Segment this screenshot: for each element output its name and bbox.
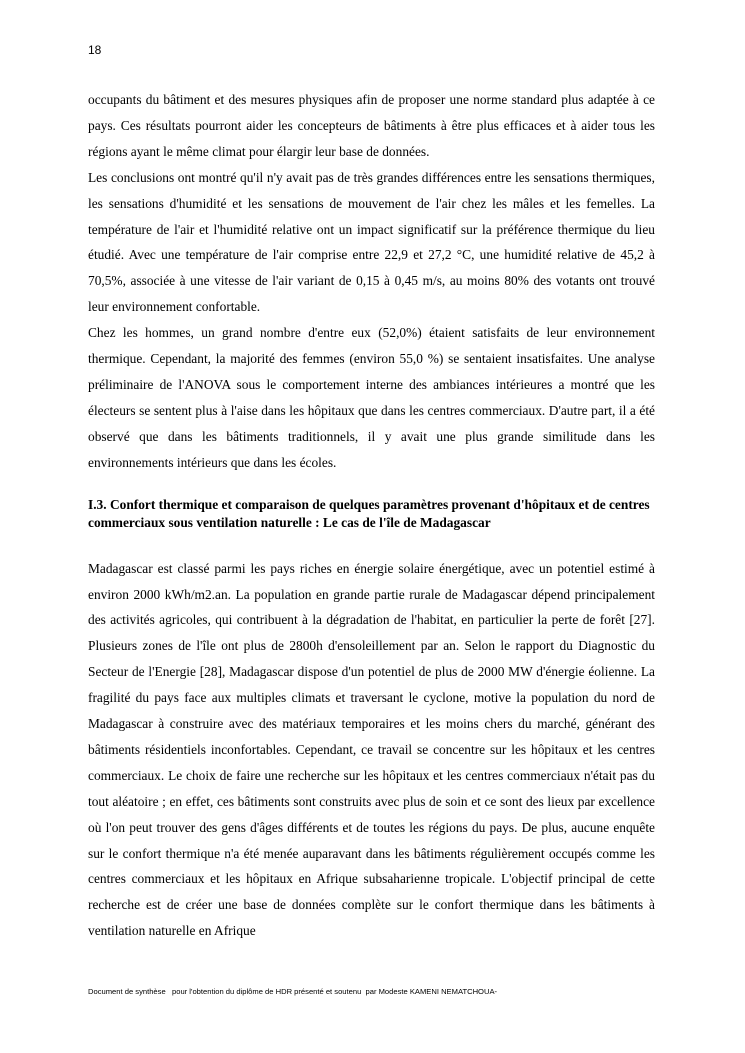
paragraph-conclusions: Les conclusions ont montré qu'il n'y avait pas de très grandes différences entre les sensations thermiques, les sensations d'humidité et les sensations de mouvement de l'air chez les mâles et les femelles. La température de l'air et l'humidité relative ont un impact significatif sur la préférence thermique du lieu étudié. Avec une température de l'air comprise entre 22,9 et 27,2 °C, une humidité relative de 45,2 à 70,5%, associée à une vitesse de l'air variant de 0,15 à 0,45 m/s, au moins 80% des votants ont trouvé leur environnement confortable. xyxy=(88,169,655,315)
page-footer: Document de synthèse pour l'obtention du diplôme de HDR présenté et soutenu par Modeste KAMENI NEMATCHOUA- xyxy=(88,987,498,996)
paragraph-gender-results: Chez les hommes, un grand nombre d'entre eux (52,0%) étaient satisfaits de leur environnement thermique. Cependant, la majorité des femmes (environ 55,0 %) se sentaient insatisfaites. Une analyse préliminaire de l'ANOVA sous le comportement interne des ambiances intérieures a montré que les électeurs se sentent plus à l'aise dans les hôpitaux que dans les centres commerciaux. D'autre part, il a été observé que dans les bâtiments traditionnels, il y avait une plus grande similitude dans les environnements intérieurs que dans les écoles. xyxy=(88,325,655,470)
document-body xyxy=(88,87,655,944)
paragraph-madagascar: Madagascar est classé parmi les pays riches en énergie solaire énergétique, avec un potentiel estimé à environ 2000 kWh/m2.an. La population en grande partie rurale de Madagascar dépend principalement des activités agricoles, qui contribuent à la dégradation de l'habitat, en particulier la perte de forêt [27]. Plusieurs zones de l'île ont plus de 2800h d'ensoleillement par an. Selon le rapport du Diagnostic du Secteur de l'Energie [28], Madagascar dispose d'un potentiel de plus de 2000 MW d'énergie éolienne. La fragilité du pays face aux multiples climats et traversant le cyclone, motive la population du nord de Madagascar à construire avec des matériaux temporaires et les moins chers du marché, générant des bâtiments résidentiels inconfortables. Cependant, ce travail se concentre sur les hôpitaux et les centres commerciaux. Le choix de faire une recherche sur les hôpitaux et les centres commerciaux n'était pas du tout aléatoire ; en effet, ces bâtiments sont construits avec plus de soin et ce sont des lieux par excellence où l'on peut trouver des gens d'âges différents et de toutes les régions du pays. De plus, aucune enquête sur le confort thermique n'a été menée auparavant dans les bâtiments régulièrement occupés comme les centres commerciaux et les hôpitaux en Afrique subsaharienne tropicale. L'objectif principal de cette recherche est de créer une base de données complète sur le confort thermique dans les bâtiments à ventilation naturelle en Afrique xyxy=(88,560,655,939)
paragraph-intro-end: occupants du bâtiment et des mesures physiques afin de proposer une norme standard plus adaptée à ce pays. Ces résultats pourront aider les concepteurs de bâtiments à être plus efficaces et à aider tous les régions ayant le même climat pour élargir leur base de données. xyxy=(88,92,655,159)
section-heading: I.3. Confort thermique et comparaison de quelques paramètres provenant d'hôpitaux et de centres commerciaux sous ventilation naturelle : Le cas de l'île de Madagascar xyxy=(88,496,650,530)
page-number: 18 xyxy=(88,43,102,57)
